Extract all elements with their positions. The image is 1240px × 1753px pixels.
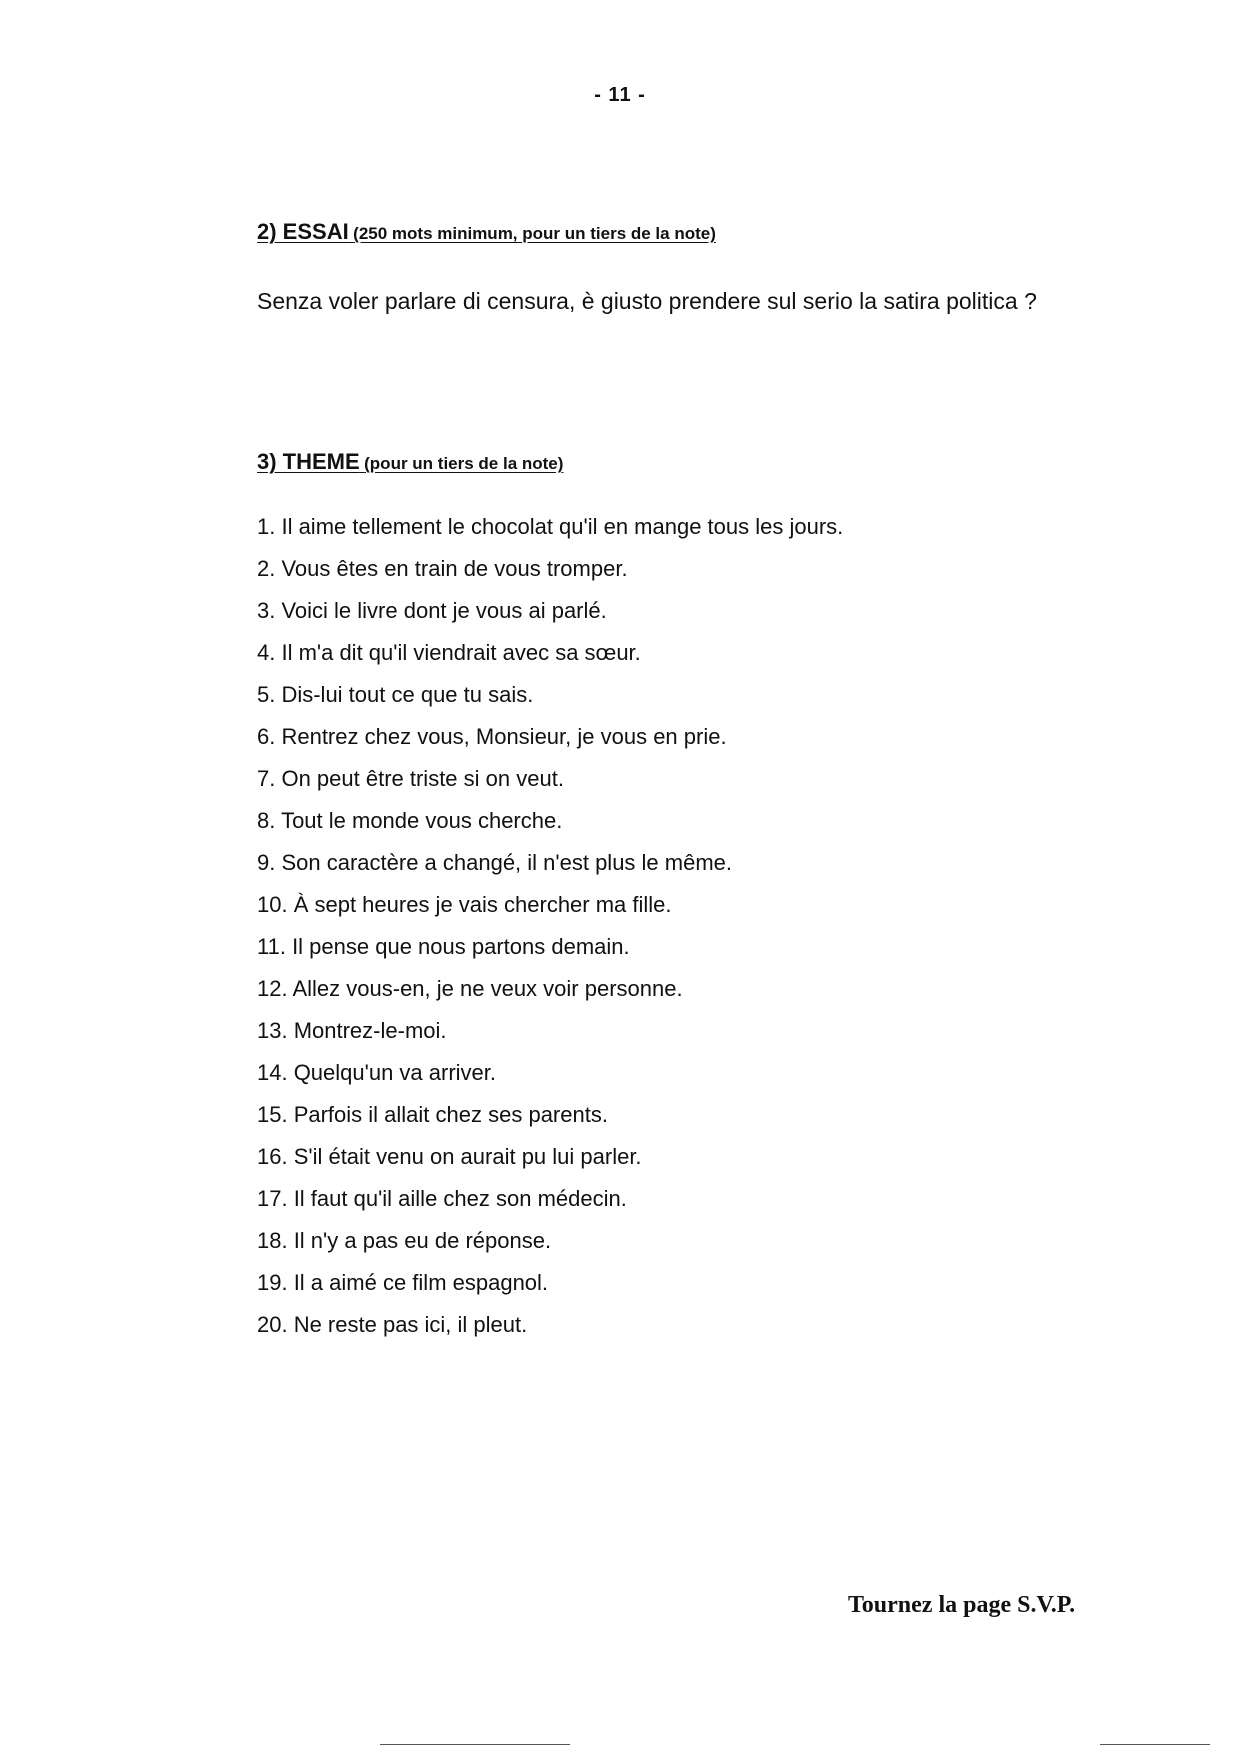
theme-sentence: 6. Rentrez chez vous, Monsieur, je vous en prie. [257,724,727,749]
theme-sentence: 9. Son caractère a changé, il n'est plus le même. [257,850,733,875]
theme-sentence: 4. Il m'a dit qu'il viendrait avec sa sœur. [257,640,641,665]
essay-heading-title: 2) ESSAI [257,219,349,244]
theme-sentence: 3. Voici le livre dont je vous ai parlé. [257,598,607,623]
theme-sentence: 15. Parfois il allait chez ses parents. [257,1102,608,1127]
theme-sentence: 10. À sept heures je vais chercher ma fille. [257,892,672,917]
theme-sentence: 18. Il n'y a pas eu de réponse. [257,1228,552,1253]
theme-sentence: 7. On peut être triste si on veut. [257,766,564,791]
theme-sentence: 11. Il pense que nous partons demain. [257,934,630,959]
theme-heading-instructions: (pour un tiers de la note) [364,454,564,473]
theme-sentence: 19. Il a aimé ce film espagnol. [257,1270,549,1295]
theme-sentence: 14. Quelqu'un va arriver. [257,1060,497,1085]
theme-heading [257,449,563,475]
scan-artifact-line [380,1744,570,1745]
theme-sentence: 2. Vous êtes en train de vous tromper. [257,556,628,581]
theme-sentence: 16. S'il était venu on aurait pu lui parler. [257,1144,642,1169]
essay-prompt: Senza voler parlare di censura, è giusto prendere sul serio la satira politica ? [257,288,1037,314]
theme-sentence: 12. Allez vous-en, je ne veux voir personne. [257,976,683,1001]
theme-sentence: 17. Il faut qu'il aille chez son médecin. [257,1186,627,1211]
essay-heading-instructions: (250 mots minimum, pour un tiers de la note) [353,224,716,243]
theme-sentence: 13. Montrez-le-moi. [257,1018,447,1043]
theme-heading-title: 3) THEME [257,449,360,474]
essay-heading [257,219,716,245]
theme-sentence: 8. Tout le monde vous cherche. [257,808,563,833]
page-number: - 11 - [594,84,646,106]
theme-sentence: 20. Ne reste pas ici, il pleut. [257,1312,528,1337]
theme-sentence-list [257,512,843,1352]
theme-sentence: 5. Dis-lui tout ce que tu sais. [257,682,534,707]
turn-page-note: Tournez la page S.V.P. [848,1592,1076,1618]
theme-sentence: 1. Il aime tellement le chocolat qu'il en mange tous les jours. [257,514,844,539]
scan-artifact-line [1100,1744,1210,1745]
